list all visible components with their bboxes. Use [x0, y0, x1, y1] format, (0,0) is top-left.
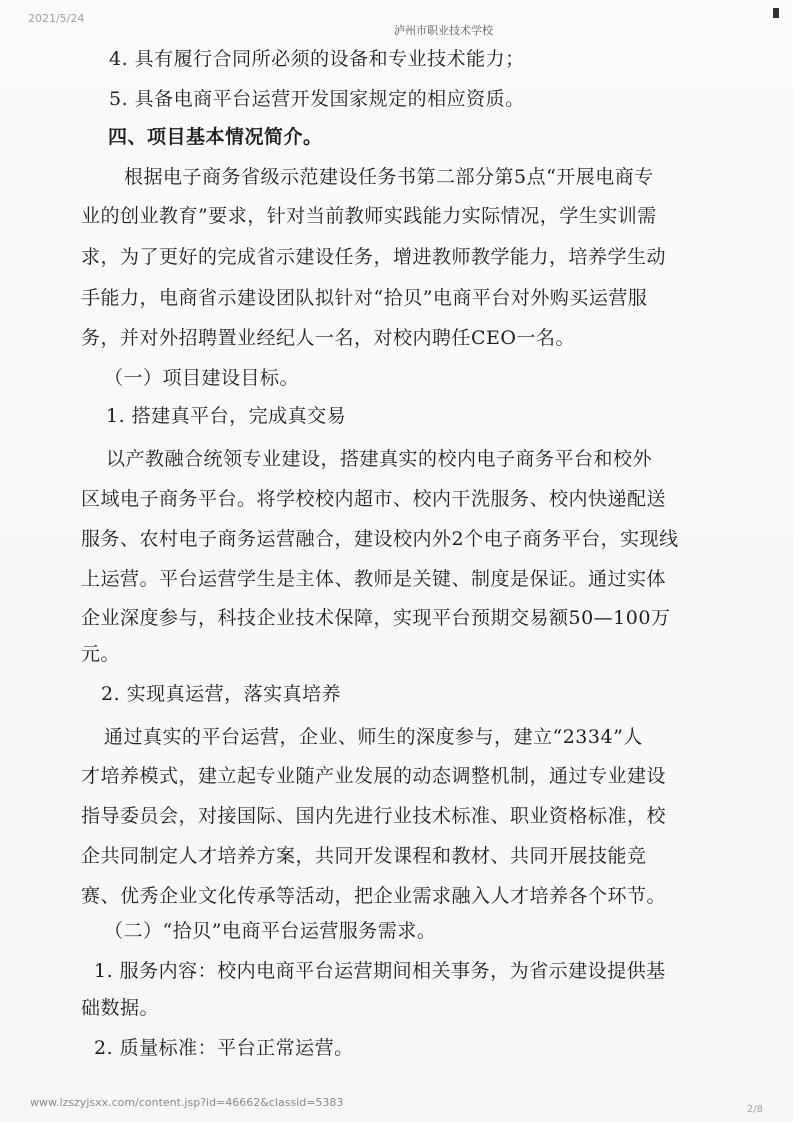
paragraph-line: 通过真实的平台运营，企业、师生的深度参与，建立“2334”人: [104, 726, 643, 748]
paragraph-line: 元。: [81, 643, 121, 665]
paragraph-line: 1. 服务内容：校内电商平台运营期间相关事务，为省示建设提供基: [94, 960, 666, 982]
item-heading: 1. 搭建真平台，完成真交易: [106, 405, 347, 427]
paragraph-line: 以产教融合统领专业建设，搭建真实的校内电子商务平台和校外: [106, 448, 653, 470]
paragraph-line: 才培养模式，建立起专业随产业发展的动态调整机制，通过专业建设: [81, 765, 667, 787]
page-header-title: 泸州市职业技术学校: [394, 24, 493, 37]
paragraph-line: 础数据。: [81, 997, 160, 1019]
paragraph-line: 5. 具备电商平台运营开发国家规定的相应资质。: [109, 88, 525, 110]
item-heading: 2. 实现真运营，落实真培养: [101, 683, 342, 705]
paragraph-line: 服务、农村电子商务运营融合，建设校内外2个电子商务平台，实现线: [81, 528, 679, 550]
page-number: 2/8: [746, 1104, 763, 1115]
paragraph-line: 企共同制定人才培养方案，共同开发课程和教材、共同开展技能竞: [81, 845, 647, 867]
subsection-heading: （一）项目建设目标。: [104, 367, 300, 389]
paragraph-line: 2. 质量标准：平台正常运营。: [94, 1037, 354, 1059]
page-footer-url: www.lzszyjsxx.com/content.jsp?id=46662&classid=5383: [30, 1096, 344, 1109]
paragraph-line: 赛、优秀企业文化传承等活动，把企业需求融入人才培养各个环节。: [81, 885, 667, 907]
scan-corner-mark: [773, 8, 779, 18]
paragraph-line: 企业深度参与，科技企业技术保障，实现平台预期交易额50—100万: [81, 607, 671, 629]
print-date: 2021/5/24: [28, 12, 85, 25]
paragraph-line: 区域电子商务平台。将学校校内超市、校内干洗服务、校内快递配送: [81, 488, 667, 510]
paragraph-line: 指导委员会，对接国际、国内先进行业技术标准、职业资格标准，校: [81, 805, 667, 827]
paragraph-line: 务，并对外招聘置业经纪人一名，对校内聘任CEO一名。: [81, 327, 575, 349]
paragraph-line: 业的创业教育”要求，针对当前教师实践能力实际情况，学生实训需: [81, 205, 657, 227]
paragraph-line: 4. 具有履行合同所必须的设备和专业技术能力；: [109, 48, 525, 70]
paragraph-line: 根据电子商务省级示范建设任务书第二部分第5点“开展电商专: [124, 166, 654, 188]
subsection-heading: （二）“拾贝”电商平台运营服务需求。: [104, 920, 437, 942]
paragraph-line: 手能力，电商省示建设团队拟针对“拾贝”电商平台对外购买运营服: [81, 287, 648, 309]
section-heading: 四、项目基本情况简介。: [108, 126, 323, 148]
paragraph-line: 求，为了更好的完成省示建设任务，增进教师教学能力，培养学生动: [81, 246, 667, 268]
paragraph-line: 上运营。平台运营学生是主体、教师是关键、制度是保证。通过实体: [81, 568, 667, 590]
